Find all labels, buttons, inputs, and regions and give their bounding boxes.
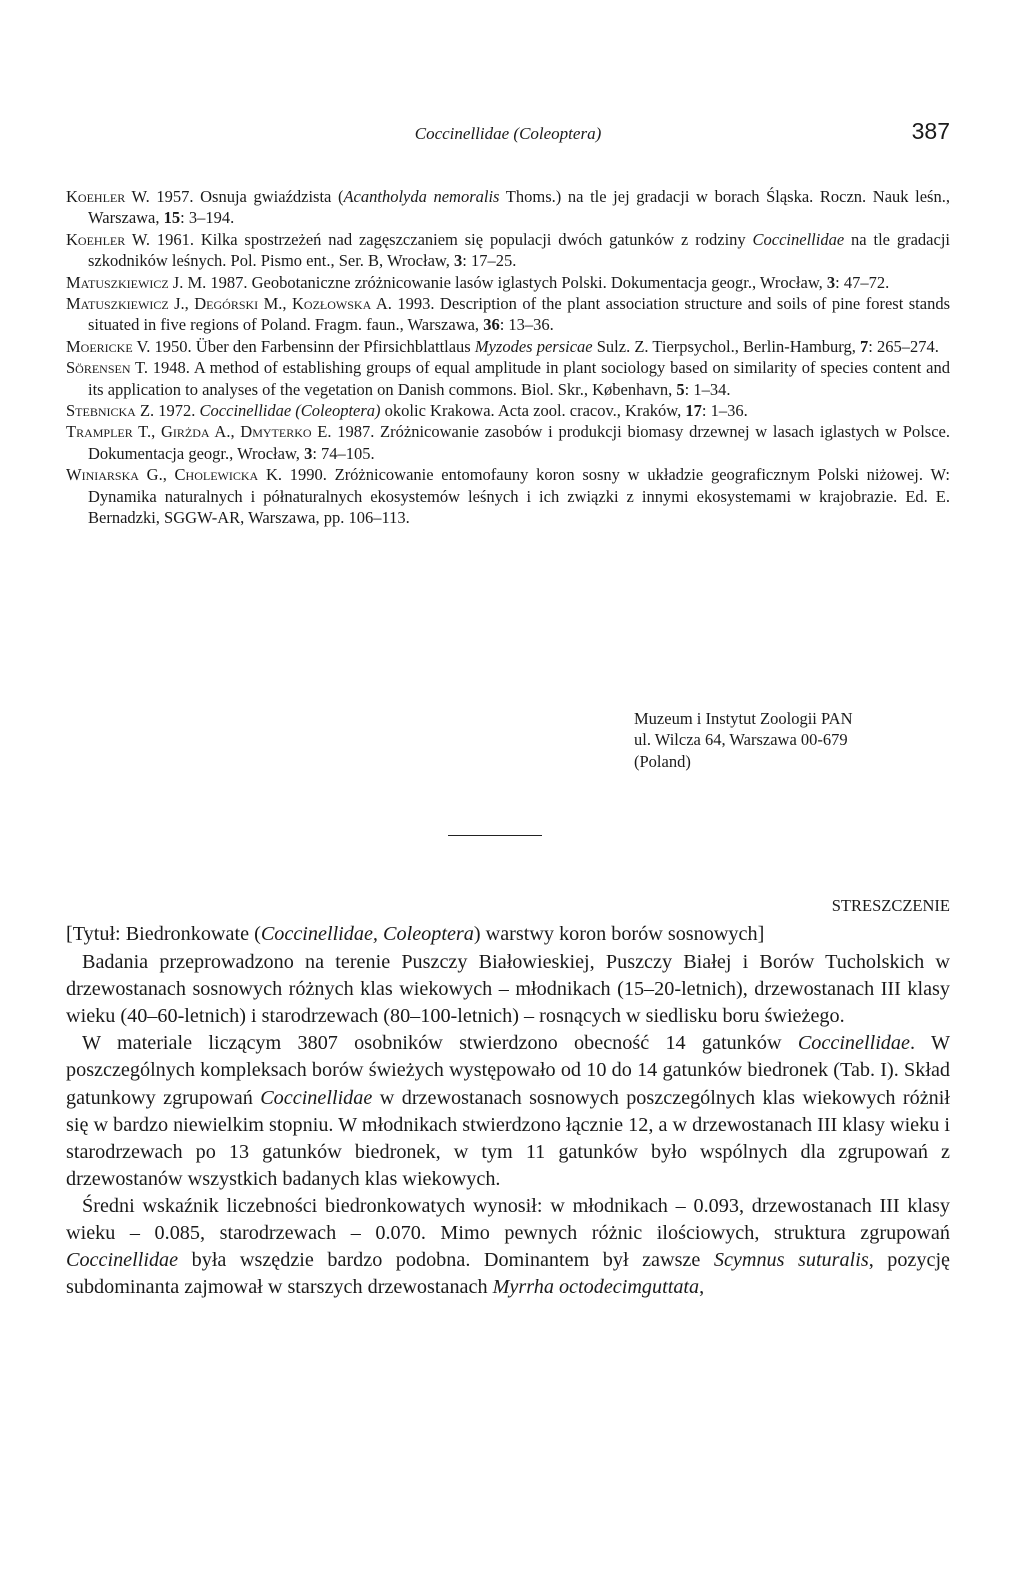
summary-text — [66, 921, 950, 1301]
reference-item — [66, 421, 950, 464]
reference-text: Description of the plant association structure and soils of pine forest stands situated in five regions of Poland. Fragm. faun., Warszawa, — [88, 294, 950, 335]
reference-text: Über den Farbensinn der Pfirsichblattlaus — [195, 336, 475, 356]
reference-item — [66, 272, 950, 293]
reference-year: 1987. — [331, 422, 381, 442]
reference-taxon: Myzodes persicae — [474, 336, 593, 356]
reference-author: Sörensen T. — [66, 358, 148, 378]
reference-author: Matuszkiewicz J. M. — [66, 272, 207, 292]
reference-year: 1948. — [148, 358, 194, 378]
reference-item — [66, 186, 950, 229]
reference-author: Trampler T., Girżda A., Dmyterko E. — [66, 422, 332, 442]
summary-paragraph: Badania przeprowadzono na terenie Puszczy Białowieskiej, Puszczy Białej i Borów Tucholskich w drzewostanach sosnowych różnych klas wiekowych – młodnikach (15–20-letnich), drzewostanach III klasy wieku (40–60-letnich) i starodrzewach (80–100-letnich) – rosnących w siedlisku boru świeżego. — [66, 951, 950, 1028]
summary-text-run: w drzewostanach sosnowych poszczególnych klas wiekowych różnił się w bardzo niewielkim stopniu. W młodnikach stwierdzono łącznie 12, a w drzewostanach III klasy wieku i starodrzewach po 13 gatunków biedronek, w tym 11 gatunków było wspólnych dla zgrupowań z drzewostanów wszystkich badanych klas wiekowych. — [66, 1086, 950, 1190]
reference-author: Moericke V. — [66, 336, 151, 356]
reference-volume: 17 — [685, 401, 702, 421]
reference-text: A method of establishing groups of equal amplitude in plant sociology based on similarity of species content and its application to analyses of the vegetation on Danish commons. Biol. Skr., København, — [88, 358, 950, 399]
references-list — [66, 186, 950, 529]
reference-author: Stebnicka Z. — [66, 401, 155, 421]
reference-item — [66, 400, 950, 421]
summary-title — [66, 921, 950, 948]
summary-taxon: Scymnus suturalis — [713, 1249, 869, 1272]
reference-text: Sulz. Z. Tierpsychol., Berlin-Hamburg, — [592, 336, 860, 356]
reference-year: 1972. — [154, 401, 200, 421]
summary-heading: STRESZCZENIE — [831, 896, 950, 915]
reference-volume: 5 — [676, 379, 685, 399]
reference-volume: 7 — [859, 336, 869, 356]
section-divider — [448, 835, 542, 836]
reference-year: 1961. — [150, 229, 201, 249]
reference-item — [66, 464, 950, 528]
reference-item — [66, 229, 950, 272]
reference-taxon: Acantholyda nemoralis — [343, 187, 500, 206]
reference-year: 1987. — [206, 272, 252, 292]
page-number: 387 — [911, 118, 950, 144]
summary-text-run: . W poszczególnych kompleksach borów świeżych występowało od 10 do 14 gatunków biedronek (Tab. I). Skład gatunkowy zgrupowań — [66, 1032, 950, 1109]
reference-author: Koehler W. — [66, 187, 150, 206]
reference-pages: : 3–194. — [180, 208, 235, 228]
page-header — [66, 118, 950, 152]
summary-taxon: Coccinellidae — [260, 1086, 373, 1109]
reference-pages: : 265–274. — [868, 336, 939, 356]
summary-taxon: Myrrha octodecimguttata — [492, 1276, 700, 1299]
reference-author: Koehler W. — [66, 229, 151, 249]
reference-year: 1990. — [282, 465, 335, 485]
summary-paragraph — [66, 1193, 950, 1301]
running-title: Coccinellidae (Coleoptera) — [414, 124, 602, 143]
summary-text-run: W materiale liczącym 3807 osobników stwierdzono obecność 14 gatunków — [82, 1032, 798, 1055]
reference-author: Winiarska G., Cholewicka K. — [66, 465, 282, 485]
reference-text: Geobotaniczne zróżnicowanie lasów iglastych Polski. Dokumentacja geogr., Wrocław, — [251, 272, 827, 292]
reference-author: Matuszkiewicz J., Degórski M., Kozłowska A. — [66, 294, 392, 314]
summary-taxon: Coccinellidae — [797, 1032, 910, 1055]
reference-year: 1993. — [391, 294, 440, 314]
summary-title-text: ) warstwy koron borów sosnowych] — [473, 923, 765, 945]
summary-taxon: Coccinellidae — [66, 1249, 179, 1272]
summary-title-taxon: Coccinellidae, Coleoptera — [260, 923, 474, 945]
reference-item — [66, 336, 950, 357]
reference-text: okolic Krakowa. Acta zool. cracov., Kraków, — [380, 401, 686, 421]
reference-text: na tle gradacji szkodników leśnych. Pol. Pismo ent., Ser. B, Wrocław, — [88, 229, 950, 271]
summary-text-run: Średni wskaźnik liczebności biedronkowatych wynosił: w młodnikach – 0.093, drzewostanach III klasy wieku – 0.085, starodrzewach – 0.070. Mimo pewnych różnic ilościowych, struktura zgrupowań — [66, 1194, 950, 1245]
summary-text-run: była wszędzie bardzo podobna. Dominantem był zawsze — [178, 1249, 714, 1272]
summary-paragraph — [66, 1030, 950, 1193]
reference-pages: : 47–72. — [835, 272, 890, 292]
reference-taxon: Coccinellidae — [752, 229, 845, 249]
reference-volume: 36 — [483, 315, 500, 335]
reference-year: 1950. — [150, 336, 196, 356]
reference-year: 1957. — [149, 187, 201, 206]
reference-item — [66, 293, 950, 336]
summary-text-run: , — [699, 1276, 705, 1299]
reference-item — [66, 357, 950, 400]
reference-taxon: Coccinellidae (Coleoptera) — [199, 401, 381, 421]
reference-pages: : 1–36. — [701, 401, 748, 421]
reference-volume: 3 — [453, 251, 463, 271]
address-line: (Poland) — [634, 751, 691, 771]
address-line: ul. Wilcza 64, Warszawa 00-679 — [634, 730, 848, 750]
reference-text: Zróżnicowanie zasobów i produkcji biomasy drzewnej w lasach iglastych w Polsce. Dokumentacja geogr., Wrocław, — [88, 422, 950, 463]
reference-pages: : 74–105. — [312, 443, 375, 463]
reference-text: Osnuja gwiaździsta ( — [200, 187, 344, 206]
reference-pages: : 1–34. — [684, 379, 731, 399]
reference-text: Kilka spostrzeżeń nad zagęszczaniem się populacji dwóch gatunków z rodziny — [200, 229, 753, 249]
summary-text-run: , pozycję subdominanta zajmował w starszych drzewostanach — [66, 1249, 951, 1299]
reference-text: Thoms.) na tle jej gradacji w borach Śląska. Roczn. Nauk leśn., Warszawa, — [88, 187, 950, 228]
author-address — [634, 708, 950, 772]
reference-pages: : 13–36. — [499, 315, 554, 335]
summary-title-text: [Tytuł: Biedronkowate ( — [66, 923, 261, 945]
address-line: Muzeum i Instytut Zoologii PAN — [634, 709, 853, 728]
reference-text: Zróżnicowanie entomofauny koron sosny w układzie geograficznym Polski niżowej. W: Dynamika naturalnych i półnaturalnych ekosystemów leśnych i ich związki z innymi ekosystemami w krajobrazie. Ed. E. Bernadzki, SGGW-AR, Warszawa, pp. 106–113. — [88, 465, 950, 528]
reference-volume: 15 — [163, 208, 181, 228]
reference-pages: : 17–25. — [462, 251, 517, 271]
reference-volume: 3 — [304, 443, 313, 463]
reference-volume: 3 — [826, 272, 836, 292]
